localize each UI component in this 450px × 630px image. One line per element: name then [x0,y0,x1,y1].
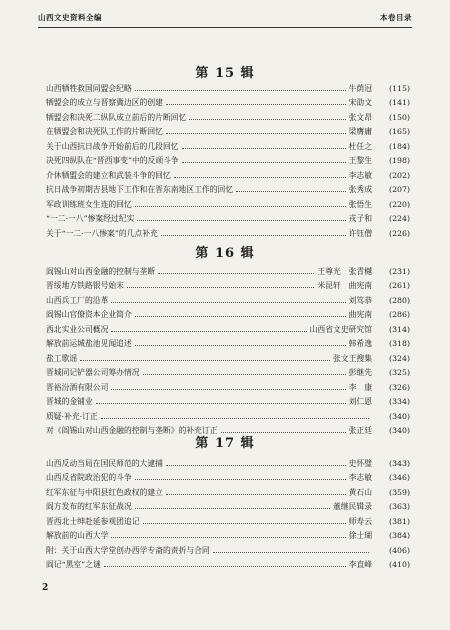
entry-title: 牺盟会和决死二纵队成立前后的片断回忆 [46,112,187,122]
entry-author: 曲宪南 [348,310,372,319]
entry-title: 决死四纵队在“晋西事变”中的反顽斗争 [46,156,179,165]
entry-page: (325) [389,368,410,377]
entry-page: (207) [389,185,410,194]
dot-leader [104,566,346,567]
entry-page: (326) [389,382,410,392]
entry-page: (286) [389,310,410,319]
entry-page: (343) [389,458,410,468]
section-15-entries [46,78,410,238]
entry-author: 牛荫冠 [348,83,372,93]
entry-author: 韩希逸 [348,339,372,348]
entry-title: 对《阎锡山对山西金融的控制与垄断》的补充订正 [46,426,218,435]
entry-title: 山西反省院政治犯的斗争 [46,473,132,482]
entry-page: (202) [389,170,410,180]
entry-page: (150) [389,112,410,122]
dot-leader [127,287,314,288]
entry-title: 晋城的金铺业 [46,397,93,406]
dot-leader [166,465,346,466]
entry-author: 张文昂 [348,112,372,122]
entry-title: 阎锡山官僚资本企业简介 [46,310,132,319]
dot-leader [111,331,306,332]
entry-author: 许钰僧 [348,228,372,238]
entry-title: “一二·一八”惨案经过纪实 [46,214,135,223]
dot-leader [135,206,346,207]
entry-title: 关于山西抗日战争开始前后的几段回忆 [46,141,179,151]
section-16-entries [46,261,410,435]
toc-entry [46,363,410,378]
entry-page: (340) [389,411,410,421]
entry-page: (346) [389,473,410,482]
toc-entry [46,540,410,555]
dot-leader [189,119,345,120]
dot-leader [135,345,346,346]
entry-page: (141) [389,98,410,107]
section-title-17: 第 17 辑 [195,436,255,451]
dot-leader [182,162,346,163]
entry-title: 山西兵工厂的沿革 [46,295,109,305]
toc-entry [46,194,410,209]
toc-entry [46,497,410,512]
entry-title: 质疑·补充·订正 [46,411,98,421]
entry-page: (381) [389,516,410,526]
entry-page: (198) [389,156,410,165]
entry-author: 王尊光 张青樾 [317,266,372,276]
entry-page: (340) [389,426,410,435]
toc-entry [46,305,410,320]
toc-entry [46,555,410,570]
entry-title: 阎记“黑室”之谜 [46,560,101,569]
entry-author: 彭继先 [348,368,372,377]
toc-entry [46,209,410,224]
header-rule [38,27,412,28]
entry-title: 牺盟会的成立与晋察冀边区的创建 [46,98,163,107]
entry-author: 梁膺庸 [348,127,372,136]
toc-entry [46,453,410,468]
entry-author: 刘仁恩 [348,397,372,406]
entry-author: 张悟生 [348,199,372,209]
running-header [38,12,412,26]
dot-leader [135,479,346,480]
dot-leader [111,389,345,390]
entry-page: (231) [389,266,410,276]
entry-author: 师寿云 [348,516,372,526]
entry-page: (165) [389,127,410,136]
entry-title: 阎方发布的红军东征战况 [46,502,132,511]
toc-entry [46,276,410,291]
entry-title: 红军东征与中阳县红色政权的建立 [46,487,163,497]
entry-title: 抗日战争初期吉县地下工作和在晋东南地区工作的回忆 [46,185,234,194]
entry-page: (226) [389,228,410,238]
dot-leader [213,552,369,553]
entry-title: 介休牺盟会的建立和武装斗争的回忆 [46,170,171,180]
entry-page: (220) [389,199,410,209]
dot-leader [143,523,346,524]
entry-title: 晋绥地方铁路银号始末 [46,281,124,290]
toc-entry [46,180,410,195]
dot-leader [166,104,346,105]
toc-entry [46,406,410,421]
entry-author: 王黎生 [348,156,372,165]
entry-page: (363) [389,502,410,511]
dot-leader [174,177,346,178]
entry-title: 盐工歌谣 [46,353,78,363]
dot-leader [96,403,346,404]
entry-author: 宋劭文 [348,98,372,107]
entry-title: 解放前运城盐池见闻追述 [46,339,132,348]
entry-page: (318) [389,339,410,348]
toc-entry [46,136,410,151]
entry-title: 晋裕汾酒有限公司 [46,382,109,392]
dot-leader [80,360,330,361]
dot-leader [111,537,345,538]
entry-author: 张文王搜集 [333,353,372,363]
dot-leader [137,220,345,221]
dot-leader [135,90,346,91]
entry-title: 军政训练班女生连的回忆 [46,199,132,209]
toc-entry [46,526,410,541]
toc-entry [46,122,410,137]
entry-author: 史怀璧 [348,458,372,468]
dot-leader [182,148,346,149]
entry-title: 山西反动当局在国民师范的大逮捕 [46,458,163,468]
entry-title: 附：关于山西大学堂创办西学专斋的责折与合同 [46,545,210,555]
toc-entry [46,319,410,334]
entry-page: (406) [389,545,410,555]
dot-leader [135,316,346,317]
entry-title: 西北实业公司概况 [46,324,109,334]
page-number: 2 [42,583,49,593]
entry-title: 在牺盟会和决死队工作的片断回忆 [46,127,163,136]
section-title-16: 第 16 辑 [195,246,255,261]
toc-entry [46,261,410,276]
section-title-15: 第 15 辑 [195,66,255,81]
dot-leader [166,494,346,495]
entry-page: (280) [389,295,410,305]
dot-leader [161,235,346,236]
entry-author: 张秀成 [348,185,372,194]
entry-page: (410) [389,560,410,569]
entry-page: (314) [389,324,410,334]
toc-entry [46,334,410,349]
entry-author: 刘笃恭 [348,295,372,305]
entry-author: 张正廷 [348,426,372,435]
entry-title: 晋城同记铲器公司筹办情况 [46,368,140,377]
entry-author: 徐士瑚 [348,531,372,540]
entry-title: 关于“一二·一八惨案”的几点补充 [46,228,158,238]
toc-entry [46,377,410,392]
entry-title: 解放前的山西大学 [46,531,109,540]
entry-author: 杜任之 [348,141,372,151]
entry-author: 米昆轩 曲宪南 [317,281,372,290]
section-17-entries [46,453,410,569]
dot-leader [135,508,330,509]
entry-page: (359) [389,487,410,497]
entry-author: 董继民辑录 [333,502,372,511]
entry-author: 山西省文史研究馆 [309,324,372,334]
entry-author: 黄石山 [348,487,372,497]
dot-leader [236,191,345,192]
entry-page: (224) [389,214,410,223]
entry-title: 晋西北士绅赴延参观团追记 [46,516,140,526]
dot-leader [101,418,369,419]
dot-leader [166,133,346,134]
toc-entry [46,93,410,108]
entry-author: 戎子和 [348,214,372,223]
entry-page: (261) [389,281,410,290]
toc-entry [46,392,410,407]
entry-page: (324) [389,353,410,363]
entry-page: (384) [389,531,410,540]
entry-page: (115) [389,83,410,93]
dot-leader [158,273,314,274]
entry-title: 山西牺牲救国同盟会纪略 [46,83,132,93]
toc-entry [46,511,410,526]
toc-entry [46,348,410,363]
toc-entry [46,482,410,497]
entry-author: 李直峰 [348,560,372,569]
entry-author: 李志敏 [348,473,372,482]
entry-page: (334) [389,397,410,406]
toc-entry [46,107,410,122]
dot-leader [111,302,345,303]
entry-author: 李 康 [348,382,372,392]
header-book-title: 山西文史资料全编 [38,13,102,22]
toc-entry [46,223,410,238]
header-section-name: 本卷目录 [380,13,412,22]
dot-leader [143,374,346,375]
toc-entry [46,151,410,166]
toc-entry [46,290,410,305]
entry-title: 阎锡山对山西金融的控制与垄断 [46,266,156,276]
toc-entry [46,78,410,93]
toc-entry [46,165,410,180]
entry-page: (184) [389,141,410,151]
toc-entry [46,468,410,483]
entry-author: 李志敏 [348,170,372,180]
